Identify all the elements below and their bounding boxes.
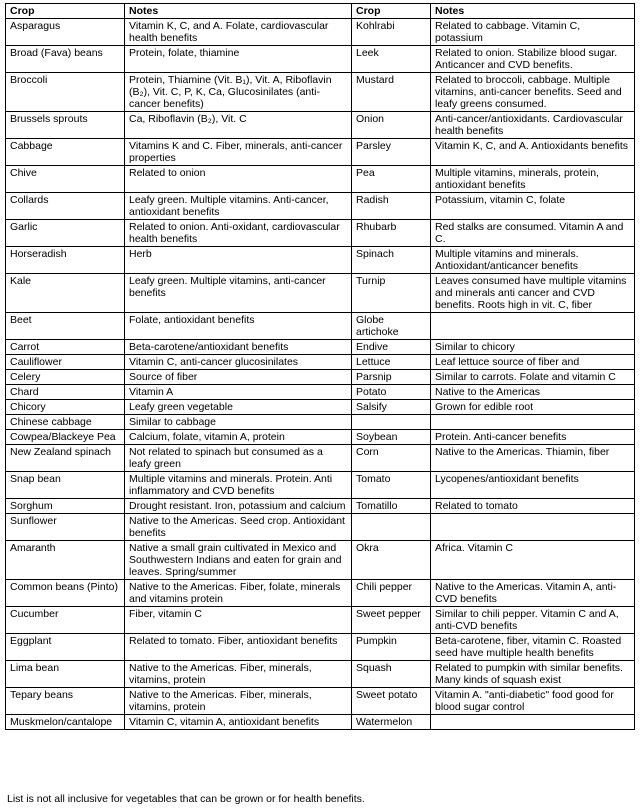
crop-cell-left: Cabbage — [6, 139, 125, 166]
notes-cell-left: Native a small grain cultivated in Mexico and Southwestern Indians and eaten for grain and leaves. Spring/summer — [125, 541, 352, 580]
crop-cell-right: Mustard — [352, 73, 431, 112]
crop-cell-right: Tomatillo — [352, 499, 431, 514]
crop-cell-right: Endive — [352, 340, 431, 355]
notes-cell-left: Similar to cabbage — [125, 415, 352, 430]
notes-cell-left: Related to onion — [125, 166, 352, 193]
crop-cell-right: Chili pepper — [352, 580, 431, 607]
crop-cell-right: Parsley — [352, 139, 431, 166]
table-row — [6, 220, 635, 247]
notes-cell-right: Grown for edible root — [431, 400, 635, 415]
table-header-row — [6, 4, 635, 19]
notes-cell-right: Related to tomato — [431, 499, 635, 514]
crop-cell-right: Pumpkin — [352, 634, 431, 661]
header-notes-right: Notes — [431, 4, 635, 19]
crop-cell-right: Onion — [352, 112, 431, 139]
table-row — [6, 73, 635, 112]
crop-cell-left: Snap bean — [6, 472, 125, 499]
notes-cell-right: Vitamin A. "anti-diabetic" food good for blood sugar control — [431, 688, 635, 715]
notes-cell-left: Drought resistant. Iron, potassium and calcium — [125, 499, 352, 514]
crop-cell-right: Tomato — [352, 472, 431, 499]
notes-cell-right: Native to the Americas. Thiamin, fiber — [431, 445, 635, 472]
notes-cell-left: Calcium, folate, vitamin A, protein — [125, 430, 352, 445]
notes-cell-right: Related to pumpkin with similar benefits. Many kinds of squash exist — [431, 661, 635, 688]
footnote: List is not all inclusive for vegetables that can be grown or for health benefits. — [7, 793, 365, 805]
notes-cell-right: Related to cabbage. Vitamin C, potassium — [431, 19, 635, 46]
table-row — [6, 445, 635, 472]
table-row — [6, 541, 635, 580]
crop-cell-right: Globe artichoke — [352, 313, 431, 340]
crop-cell-left: Tepary beans — [6, 688, 125, 715]
crop-cell-right: Kohlrabi — [352, 19, 431, 46]
notes-cell-right: Multiple vitamins, minerals, protein, antioxidant benefits — [431, 166, 635, 193]
crop-cell-left: Brussels sprouts — [6, 112, 125, 139]
notes-cell-left: Leafy green vegetable — [125, 400, 352, 415]
crop-cell-left: Celery — [6, 370, 125, 385]
notes-cell-left: Native to the Americas. Fiber, folate, minerals and vitamins protein — [125, 580, 352, 607]
notes-cell-left: Ca, Riboflavin (B₂), Vit. C — [125, 112, 352, 139]
notes-cell-left: Protein, folate, thiamine — [125, 46, 352, 73]
notes-cell-right — [431, 514, 635, 541]
notes-cell-left: Native to the Americas. Seed crop. Antioxidant benefits — [125, 514, 352, 541]
crop-cell-left: Amaranth — [6, 541, 125, 580]
crop-cell-left: Chive — [6, 166, 125, 193]
table-row — [6, 514, 635, 541]
notes-cell-left: Not related to spinach but consumed as a leafy green — [125, 445, 352, 472]
header-crop-left: Crop — [6, 4, 125, 19]
table-row — [6, 688, 635, 715]
notes-cell-left: Source of fiber — [125, 370, 352, 385]
table-row — [6, 400, 635, 415]
crop-cell-right: Okra — [352, 541, 431, 580]
crop-cell-right: Watermelon — [352, 715, 431, 730]
crop-cell-left: Collards — [6, 193, 125, 220]
notes-cell-left: Vitamins K and C. Fiber, minerals, anti-cancer properties — [125, 139, 352, 166]
table-row — [6, 580, 635, 607]
notes-cell-left: Vitamin C, vitamin A, antioxidant benefits — [125, 715, 352, 730]
notes-cell-left: Vitamin A — [125, 385, 352, 400]
crop-cell-right: Sweet pepper — [352, 607, 431, 634]
crop-cell-right: Leek — [352, 46, 431, 73]
crop-cell-right: Parsnip — [352, 370, 431, 385]
crop-cell-left: Cauliflower — [6, 355, 125, 370]
crops-table-body — [6, 19, 635, 730]
notes-cell-left: Fiber, vitamin C — [125, 607, 352, 634]
notes-cell-right — [431, 313, 635, 340]
notes-cell-left: Protein, Thiamine (Vit. B₁), Vit. A, Riboflavin (B₂), Vit. C, P, K, Ca, Glucosinilates (anti-cancer benefits) — [125, 73, 352, 112]
header-crop-right: Crop — [352, 4, 431, 19]
table-row — [6, 193, 635, 220]
notes-cell-right — [431, 715, 635, 730]
notes-cell-right: Vitamin K, C, and A. Antioxidants benefits — [431, 139, 635, 166]
notes-cell-right: Leaf lettuce source of fiber and — [431, 355, 635, 370]
table-row — [6, 415, 635, 430]
table-row — [6, 370, 635, 385]
crop-cell-left: Muskmelon/cantalope — [6, 715, 125, 730]
crop-cell-right: Squash — [352, 661, 431, 688]
crop-cell-left: Garlic — [6, 220, 125, 247]
crop-cell-left: Lima bean — [6, 661, 125, 688]
table-row — [6, 472, 635, 499]
notes-cell-right: Related to broccoli, cabbage. Multiple vitamins, anti-cancer benefits. Seed and leafy greens consumed. — [431, 73, 635, 112]
crop-cell-left: Beet — [6, 313, 125, 340]
crop-cell-right — [352, 415, 431, 430]
table-row — [6, 634, 635, 661]
notes-cell-left: Leafy green. Multiple vitamins. Anti-cancer, antioxidant benefits — [125, 193, 352, 220]
crop-cell-right: Salsify — [352, 400, 431, 415]
crop-cell-left: Eggplant — [6, 634, 125, 661]
table-row — [6, 19, 635, 46]
table-row — [6, 607, 635, 634]
table-row — [6, 46, 635, 73]
notes-cell-left: Herb — [125, 247, 352, 274]
table-row — [6, 430, 635, 445]
crop-cell-left: Broad (Fava) beans — [6, 46, 125, 73]
crop-cell-left: Broccoli — [6, 73, 125, 112]
notes-cell-left: Folate, antioxidant benefits — [125, 313, 352, 340]
crop-cell-left: Asparagus — [6, 19, 125, 46]
crop-cell-right: Spinach — [352, 247, 431, 274]
notes-cell-left: Native to the Americas. Fiber, minerals, vitamins, protein — [125, 688, 352, 715]
table-row — [6, 385, 635, 400]
notes-cell-left: Vitamin K, C, and A. Folate, cardiovascular health benefits — [125, 19, 352, 46]
table-row — [6, 274, 635, 313]
notes-cell-right: Leaves consumed have multiple vitamins and minerals anti cancer and CVD benefits. Roots high in vit. C, fiber — [431, 274, 635, 313]
notes-cell-right — [431, 415, 635, 430]
crop-cell-right: Soybean — [352, 430, 431, 445]
table-row — [6, 139, 635, 166]
crop-cell-left: New Zealand spinach — [6, 445, 125, 472]
crop-cell-right: Radish — [352, 193, 431, 220]
notes-cell-right: Similar to carrots. Folate and vitamin C — [431, 370, 635, 385]
notes-cell-left: Leafy green. Multiple vitamins, anti-cancer benefits — [125, 274, 352, 313]
notes-cell-left: Vitamin C, anti-cancer glucosinilates — [125, 355, 352, 370]
notes-cell-right: Similar to chicory — [431, 340, 635, 355]
notes-cell-left: Related to onion. Anti-oxidant, cardiovascular health benefits — [125, 220, 352, 247]
notes-cell-right: Native to the Americas — [431, 385, 635, 400]
crops-table — [5, 3, 635, 730]
notes-cell-right: Africa. Vitamin C — [431, 541, 635, 580]
notes-cell-right: Red stalks are consumed. Vitamin A and C. — [431, 220, 635, 247]
notes-cell-right: Anti-cancer/antioxidants. Cardiovascular health benefits — [431, 112, 635, 139]
crop-cell-right: Lettuce — [352, 355, 431, 370]
notes-cell-right: Potassium, vitamin C, folate — [431, 193, 635, 220]
crop-cell-right: Corn — [352, 445, 431, 472]
crop-cell-right: Turnip — [352, 274, 431, 313]
crop-cell-right: Pea — [352, 166, 431, 193]
table-row — [6, 715, 635, 730]
table-row — [6, 313, 635, 340]
table-row — [6, 112, 635, 139]
crop-cell-left: Sorghum — [6, 499, 125, 514]
notes-cell-right: Related to onion. Stabilize blood sugar. Anticancer and CVD benefits. — [431, 46, 635, 73]
table-row — [6, 499, 635, 514]
crop-cell-left: Chinese cabbage — [6, 415, 125, 430]
table-row — [6, 340, 635, 355]
crop-cell-left: Kale — [6, 274, 125, 313]
crop-cell-right: Rhubarb — [352, 220, 431, 247]
notes-cell-right: Multiple vitamins and minerals. Antioxidant/anticancer benefits — [431, 247, 635, 274]
notes-cell-right: Similar to chili pepper. Vitamin C and A, anti-CVD benefits — [431, 607, 635, 634]
notes-cell-right: Protein. Anti-cancer benefits — [431, 430, 635, 445]
table-row — [6, 661, 635, 688]
crop-cell-left: Cucumber — [6, 607, 125, 634]
crop-cell-left: Cowpea/Blackeye Pea — [6, 430, 125, 445]
crop-cell-left: Horseradish — [6, 247, 125, 274]
crop-cell-right: Sweet potato — [352, 688, 431, 715]
notes-cell-right: Lycopenes/antioxidant benefits — [431, 472, 635, 499]
header-notes-left: Notes — [125, 4, 352, 19]
notes-cell-left: Native to the Americas. Fiber, minerals, vitamins, protein — [125, 661, 352, 688]
crop-cell-left: Chicory — [6, 400, 125, 415]
notes-cell-right: Beta-carotene, fiber, vitamin C. Roasted seed have multiple health benefits — [431, 634, 635, 661]
crop-cell-left: Chard — [6, 385, 125, 400]
crop-cell-left: Sunflower — [6, 514, 125, 541]
crop-cell-left: Common beans (Pinto) — [6, 580, 125, 607]
notes-cell-left: Multiple vitamins and minerals. Protein. Anti inflammatory and CVD benefits — [125, 472, 352, 499]
crop-cell-right — [352, 514, 431, 541]
notes-cell-left: Beta-carotene/antioxidant benefits — [125, 340, 352, 355]
crop-cell-left: Carrot — [6, 340, 125, 355]
table-row — [6, 166, 635, 193]
table-row — [6, 247, 635, 274]
crop-cell-right: Potato — [352, 385, 431, 400]
notes-cell-right: Native to the Americas. Vitamin A, anti-CVD benefits — [431, 580, 635, 607]
notes-cell-left: Related to tomato. Fiber, antioxidant benefits — [125, 634, 352, 661]
table-row — [6, 355, 635, 370]
